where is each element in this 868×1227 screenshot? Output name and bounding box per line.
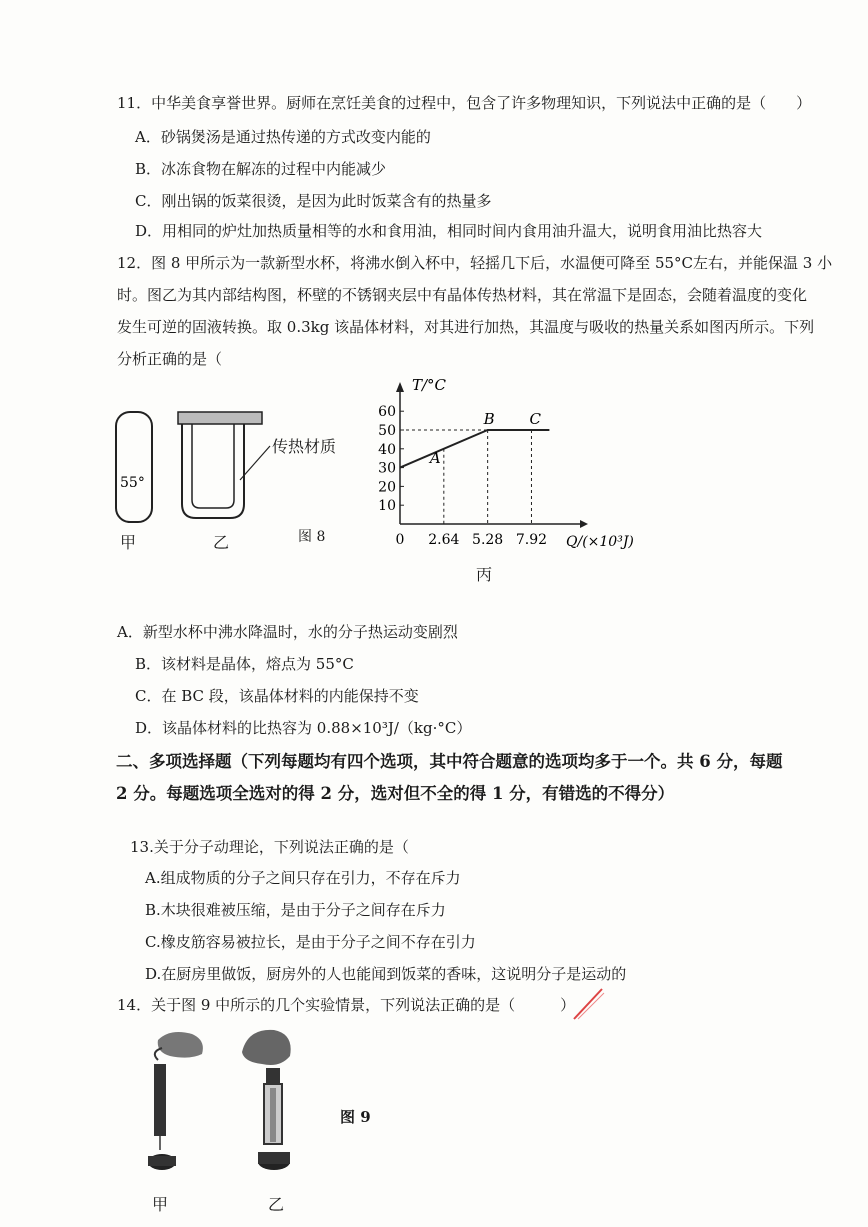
figure-9-label-jia: 甲 (152, 1195, 169, 1214)
figure-9-label-yi: 乙 (268, 1195, 285, 1214)
q13-option-a: A.组成物质的分子之间只存在引力，不存在斥力 (145, 869, 461, 887)
q12-stem-line-3: 发生可逆的固液转换。取 0.3kg 该晶体材料，对其进行加热，其温度与吸收的热量关系如图丙所示。下列 (117, 318, 815, 336)
q11-option-b: B．冰冻食物在解冻的过程中内能减少 (135, 160, 387, 178)
figure-9-experiment-yi (234, 1028, 314, 1178)
q11-option-a: A．砂锅煲汤是通过热传递的方式改变内能的 (135, 128, 431, 146)
y-tick-label: 30 (378, 460, 396, 477)
q11-option-c: C．刚出锅的饭菜很烫，是因为此时饭菜含有的热量多 (135, 192, 492, 210)
y-tick-label: 50 (378, 423, 396, 439)
hand-icon (242, 1030, 291, 1065)
label-jia: 甲 (120, 533, 137, 552)
q13-option-d: D.在厨房里做饭，厨房外的人也能闻到饭菜的香味，这说明分子是运动的 (145, 965, 627, 983)
x-tick-label: 2.64 (428, 532, 460, 548)
point-label-B: B (483, 410, 495, 428)
figure-8-caption: 图 8 (298, 529, 326, 545)
q12-option-d: D．该晶体材料的比热容为 0.88×10³J/（kg·°C） (135, 719, 472, 737)
hand-icon (158, 1032, 203, 1058)
cup-jia-outline (116, 412, 152, 522)
figure-9-caption: 图 9 (340, 1108, 371, 1126)
x-tick-label: 0 (395, 532, 405, 548)
y-tick-label: 20 (378, 479, 396, 496)
q12-stem-line-4: 分析正确的是（ (117, 350, 223, 368)
y-axis-label: T/°C (412, 376, 447, 394)
x-tick-label: 7.92 (515, 532, 548, 548)
label-yi: 乙 (213, 533, 230, 552)
q12-option-a: A．新型水杯中沸水降温时，水的分子热运动变剧烈 (117, 623, 458, 641)
y-tick-label: 60 (378, 404, 396, 421)
y-axis-arrow (396, 382, 404, 392)
q13-option-b: B.木块很难被压缩，是由于分子之间存在斥力 (145, 901, 446, 919)
label-bing: 丙 (476, 565, 493, 584)
section-2-heading-line-2: 2 分。每题选项全选对的得 2 分，选对但不全的得 1 分，有错选的不得分） (116, 784, 675, 803)
material-label: 传热材质 (272, 437, 337, 456)
red-pencil-mark (568, 985, 608, 1025)
x-axis-arrow (580, 520, 588, 528)
q14-stem: 14．关于图 9 中所示的几个实验情景，下列说法正确的是（ ） (117, 996, 576, 1014)
q12-stem-line-1: 12．图 8 甲所示为一款新型水杯，将沸水倒入杯中，轻摇几下后，水温便可降至 55°C左右，并能保温 3 小 (117, 254, 833, 272)
cup-yi-inner-wall (192, 424, 234, 508)
cup-temp-label: 55° (120, 475, 145, 491)
cup-yi-lid (178, 412, 262, 424)
y-tick-label: 40 (378, 441, 396, 458)
point-label-C: C (529, 410, 541, 428)
q12-stem-line-2: 时。图乙为其内部结构图，杯壁的不锈钢夹层中有晶体传热材料，其在常温下是固态，会随着温度的变化 (117, 286, 808, 304)
y-tick-label: 10 (378, 498, 396, 515)
q11-option-d: D．用相同的炉灶加热质量相等的水和食用油，相同时间内食用油升温大，说明食用油比热容大 (135, 222, 763, 240)
q13-option-c: C.橡皮筋容易被拉长，是由于分子之间不存在引力 (145, 933, 476, 951)
section-2-heading-line-1: 二、多项选择题（下列每题均有四个选项，其中符合题意的选项均多于一个。共 6 分，每题 (116, 752, 783, 771)
q11-stem: 11．中华美食享誉世界。厨师在烹饪美食的过程中，包含了许多物理知识，下列说法中正确的是（ ） (117, 94, 812, 112)
series-line-0 (400, 430, 549, 468)
figure-9-experiment-jia (140, 1030, 220, 1180)
lead-cylinder-icon (154, 1064, 166, 1136)
point-label-A: A (429, 448, 441, 467)
temperature-heat-chart (330, 372, 660, 552)
q13-stem: 13.关于分子动理论，下列说法正确的是（ (130, 838, 409, 856)
x-axis-label: Q/(×10³J) (566, 534, 634, 550)
x-tick-label: 5.28 (472, 532, 504, 548)
q12-option-b: B．该材料是晶体，熔点为 55°C (135, 655, 354, 673)
q12-option-c: C．在 BC 段，该晶体材料的内能保持不变 (135, 687, 419, 705)
